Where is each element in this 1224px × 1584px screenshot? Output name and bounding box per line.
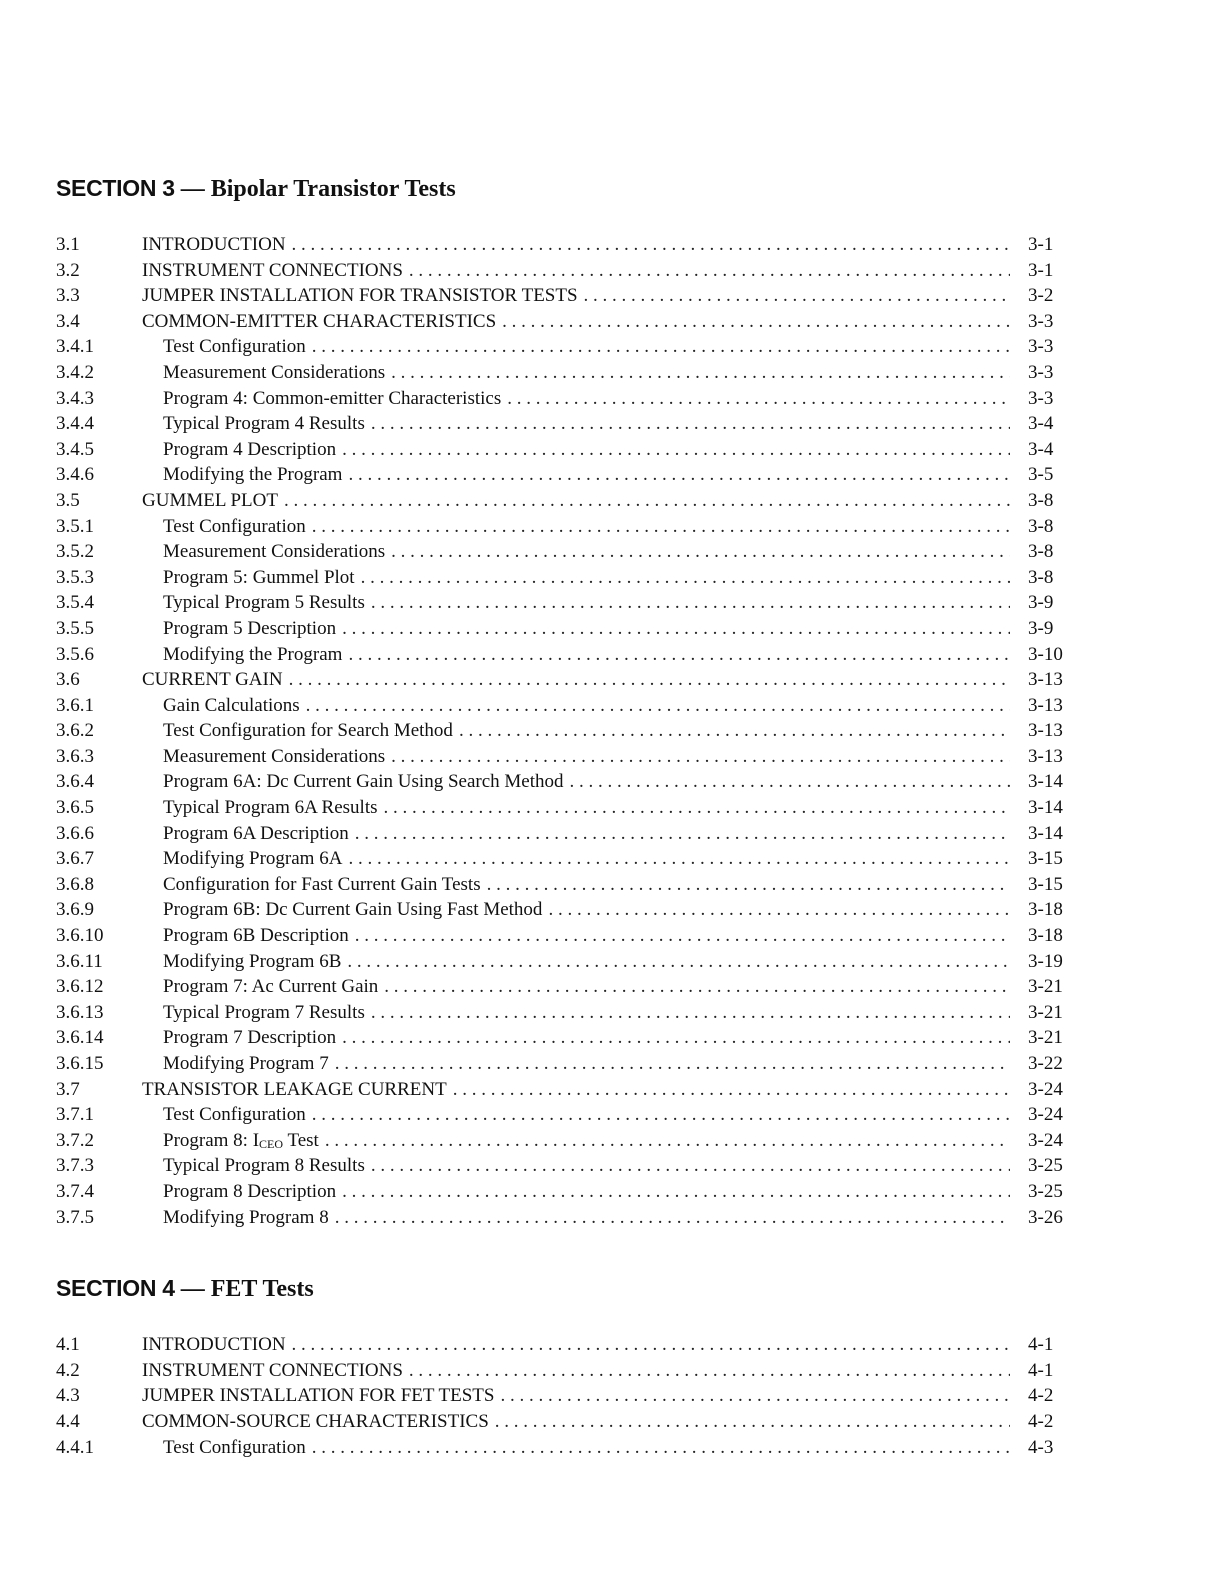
toc-entry-title	[142, 1051, 335, 1077]
toc-entry-title-text: Typical Program 6A Results	[163, 797, 378, 819]
toc-entry-number: 3.6.10	[56, 925, 104, 947]
toc-dot-leader	[453, 1077, 1010, 1103]
toc-dot-leader	[355, 821, 1010, 847]
toc-dot-leader	[391, 744, 1010, 770]
toc-entry-title	[142, 539, 391, 565]
toc-page	[56, 170, 1076, 1500]
toc-entry-title	[142, 744, 391, 770]
toc-dot-leader	[312, 1102, 1010, 1128]
toc-entry-page: 3-4	[1028, 413, 1054, 435]
toc-dot-leader	[409, 258, 1010, 284]
toc-entry[interactable]	[56, 488, 1076, 514]
toc-entry-number: 3.6.6	[56, 822, 94, 844]
section-dash: —	[180, 1276, 205, 1303]
toc-entry-number: 3.2	[56, 259, 80, 281]
toc-entry-title-text: Modifying Program 7	[163, 1053, 329, 1074]
toc-entry-title-text: Modifying Program 8	[163, 1206, 329, 1228]
toc-dot-leader	[312, 514, 1010, 540]
toc-entry-title	[142, 437, 342, 463]
toc-entry-page: 3-13	[1028, 669, 1063, 691]
toc-entry-title	[142, 616, 342, 642]
toc-entry-title	[142, 334, 312, 360]
toc-entry-page: 3-1	[1028, 259, 1054, 281]
toc-entry-page: 3-14	[1028, 797, 1063, 819]
toc-entry-page: 3-15	[1028, 873, 1063, 895]
toc-entry-title-text: Typical Program 4 Results	[163, 413, 365, 435]
toc-entry-title	[142, 1435, 312, 1461]
toc-entry-page: 4-1	[1028, 1334, 1054, 1356]
toc-entry-title-suffix: Test	[283, 1129, 319, 1151]
toc-entry-page: 3-2	[1028, 285, 1054, 307]
toc-entry-title	[142, 718, 459, 744]
toc-entry-number: 3.7.3	[56, 1155, 94, 1177]
section-dash: —	[180, 176, 205, 202]
toc-entry[interactable]	[56, 1000, 1076, 1026]
toc-entry-page: 3-10	[1028, 643, 1063, 665]
toc-entry[interactable]	[56, 949, 1076, 975]
toc-entry-page: 3-25	[1028, 1155, 1063, 1177]
section-label: SECTION 3	[56, 175, 175, 201]
toc-entry[interactable]	[56, 437, 1076, 463]
toc-entry[interactable]	[56, 1102, 1076, 1128]
toc-entry-title-text: JUMPER INSTALLATION FOR FET TESTS	[142, 1385, 495, 1407]
toc-dot-leader	[459, 718, 1010, 744]
toc-entry[interactable]	[56, 1051, 1076, 1077]
toc-entry-title-text: TRANSISTOR LEAKAGE CURRENT	[142, 1078, 447, 1100]
toc-dot-leader	[348, 462, 1010, 488]
section-title: Bipolar Transistor Tests	[210, 176, 456, 202]
toc-entry[interactable]	[56, 693, 1076, 719]
section-title: FET Tests	[210, 1276, 314, 1303]
toc-entry-number: 3.4	[56, 310, 80, 332]
toc-dot-leader	[487, 872, 1010, 898]
toc-entry-title-text: Program 8 Description	[163, 1180, 337, 1202]
toc-entry-page: 3-18	[1028, 899, 1063, 921]
toc-entry-number: 4.4	[56, 1410, 80, 1432]
toc-entry-number: 3.5.1	[56, 515, 94, 537]
toc-entry[interactable]	[56, 846, 1076, 872]
toc-entry-title	[142, 923, 355, 949]
toc-dot-leader	[371, 1153, 1010, 1179]
toc-entry-title-text: Test Configuration	[163, 1104, 306, 1126]
toc-entry-title	[142, 1077, 453, 1103]
toc-entry-page: 3-24	[1028, 1104, 1063, 1126]
section-label: SECTION 4	[56, 1275, 175, 1302]
toc-entry-number: 3.5.4	[56, 592, 94, 614]
toc-entry-title	[142, 846, 348, 872]
toc-entry-number: 3.6.4	[56, 771, 94, 793]
toc-dot-leader	[391, 539, 1010, 565]
toc-entry-number: 3.3	[56, 285, 80, 307]
toc-dot-leader	[306, 693, 1010, 719]
toc-entry-number: 3.7.5	[56, 1206, 94, 1228]
toc-dot-leader	[384, 974, 1010, 1000]
toc-entry-number: 4.4.1	[56, 1436, 94, 1458]
toc-entry-title-text: Program 5 Description	[163, 617, 337, 639]
toc-entry-page: 3-9	[1028, 617, 1054, 639]
toc-entry[interactable]	[56, 283, 1076, 309]
toc-entry-page: 3-1	[1028, 234, 1054, 255]
toc-entry-number: 4.3	[56, 1385, 80, 1407]
toc-entry-title	[142, 1179, 342, 1205]
toc-entry[interactable]	[56, 1025, 1076, 1051]
toc-entry-number: 3.6.8	[56, 873, 94, 895]
toc-dot-leader	[584, 283, 1010, 309]
toc-entry-page: 3-26	[1028, 1206, 1063, 1228]
toc-entry-title-text: Program 4 Description	[163, 438, 337, 460]
toc-entry-title	[142, 462, 348, 488]
toc-dot-leader	[342, 1025, 1010, 1051]
toc-entry-number: 3.6.5	[56, 797, 94, 819]
toc-entry-title	[142, 590, 371, 616]
toc-entry-number: 3.6.11	[56, 950, 103, 972]
toc-entry-title	[142, 258, 409, 284]
toc-entry[interactable]	[56, 1383, 1076, 1409]
toc-entry-number: 3.4.3	[56, 387, 94, 409]
toc-entry-title	[142, 232, 292, 258]
toc-entry-number: 3.5.3	[56, 566, 94, 588]
toc-entry-title	[142, 386, 507, 412]
toc-entry-number: 3.6.3	[56, 745, 94, 767]
toc-entry-title	[142, 1153, 371, 1179]
toc-entry-page: 3-18	[1028, 925, 1063, 947]
toc-entry-title-text: Program 5: Gummel Plot	[163, 566, 355, 588]
toc-entry-title	[142, 360, 391, 386]
toc-entry-number: 3.7.2	[56, 1129, 94, 1151]
toc-dot-leader	[391, 360, 1010, 386]
toc-entry[interactable]	[56, 616, 1076, 642]
toc-entry-page: 3-13	[1028, 720, 1063, 742]
toc-entry-title-text: Program 4: Common-emitter Characteristics	[163, 387, 502, 409]
toc-entry-title	[142, 1383, 500, 1409]
toc-entry[interactable]	[56, 1435, 1076, 1461]
toc-dot-leader	[348, 642, 1010, 668]
toc-dot-leader	[342, 1179, 1010, 1205]
toc-entry-title-text: COMMON-SOURCE CHARACTERISTICS	[142, 1410, 489, 1432]
toc-entry-title-text: Program 6A Description	[163, 822, 349, 844]
toc-dot-leader	[361, 565, 1010, 591]
toc-entry-number: 3.7.4	[56, 1180, 94, 1202]
toc-entry-title-text: Program 6B: Dc Current Gain Using Fast Method	[163, 899, 543, 921]
toc-entry-title	[142, 821, 355, 847]
section-heading	[56, 170, 1076, 206]
toc-entry-page: 3-14	[1028, 771, 1063, 793]
toc-entry-title-text: Test Configuration	[163, 515, 306, 537]
toc-entry-number: 3.6.9	[56, 899, 94, 921]
toc-entry-page: 3-8	[1028, 566, 1054, 588]
toc-entry-page: 4-2	[1028, 1385, 1054, 1407]
toc-entry-number: 3.5.2	[56, 541, 94, 563]
toc-entry-title-subscript: CEO	[259, 1136, 284, 1151]
toc-entry-title-text: Modifying Program 6A	[163, 848, 343, 870]
toc-entry-page: 3-25	[1028, 1180, 1063, 1202]
toc-entry-page: 3-4	[1028, 438, 1054, 460]
toc-entry-number: 3.6	[56, 669, 80, 691]
toc-entry-title-text: Test Configuration for Search Method	[163, 720, 453, 742]
toc-entry[interactable]	[56, 1077, 1076, 1103]
toc-entry-title	[142, 693, 306, 719]
toc-entry-title-text: Program 8: I	[163, 1129, 260, 1151]
toc-dot-leader	[347, 949, 1010, 975]
toc-entry-title-text: Typical Program 7 Results	[163, 1001, 365, 1023]
toc-entry-title	[142, 565, 361, 591]
toc-entry[interactable]	[56, 872, 1076, 898]
toc-entry-page: 3-3	[1028, 361, 1054, 383]
toc-entry-number: 4.1	[56, 1334, 80, 1356]
toc-entry-number: 3.6.13	[56, 1001, 104, 1023]
toc-entry-page: 3-8	[1028, 541, 1054, 563]
toc-entry-number: 3.7.1	[56, 1104, 94, 1126]
toc-entry-number: 3.4.2	[56, 361, 94, 383]
toc-entry[interactable]	[56, 1409, 1076, 1435]
toc-entry[interactable]	[56, 514, 1076, 540]
toc-entry-number: 3.6.1	[56, 694, 94, 716]
toc-dot-leader	[384, 795, 1010, 821]
toc-entry-page: 3-3	[1028, 336, 1054, 358]
toc-dot-leader	[342, 616, 1010, 642]
toc-entry-title-text: INTRODUCTION	[142, 234, 286, 255]
toc-entry[interactable]	[56, 360, 1076, 386]
toc-entry-number: 3.6.14	[56, 1027, 104, 1049]
toc-list	[56, 1332, 1076, 1460]
toc-entry-page: 3-13	[1028, 745, 1063, 767]
toc-entry-number: 3.1	[56, 234, 80, 255]
toc-entry[interactable]	[56, 744, 1076, 770]
toc-entry-page: 3-13	[1028, 694, 1063, 716]
toc-entry-title-text: Configuration for Fast Current Gain Tests	[163, 873, 481, 895]
toc-entry-page: 3-14	[1028, 822, 1063, 844]
toc-dot-leader	[292, 1332, 1010, 1358]
toc-dot-leader	[500, 1383, 1010, 1409]
toc-dot-leader	[289, 667, 1010, 693]
toc-entry[interactable]	[56, 232, 1076, 258]
toc-entry-number: 3.7	[56, 1078, 80, 1100]
toc-dot-leader	[355, 923, 1010, 949]
toc-entry[interactable]	[56, 642, 1076, 668]
toc-entry[interactable]	[56, 974, 1076, 1000]
toc-entry-title-text: Gain Calculations	[163, 694, 300, 716]
toc-dot-leader	[284, 488, 1010, 514]
toc-entry-title	[142, 872, 487, 898]
toc-dot-leader	[348, 846, 1010, 872]
toc-entry[interactable]	[56, 590, 1076, 616]
toc-entry[interactable]	[56, 1358, 1076, 1384]
toc-entry-page: 3-9	[1028, 592, 1054, 614]
toc-entry-title	[142, 974, 384, 1000]
toc-entry-number: 3.6.2	[56, 720, 94, 742]
toc-entry-page: 3-3	[1028, 310, 1054, 332]
toc-entry-number: 3.4.5	[56, 438, 94, 460]
toc-entry[interactable]	[56, 1153, 1076, 1179]
toc-entry[interactable]	[56, 718, 1076, 744]
toc-entry-page: 3-5	[1028, 464, 1054, 486]
toc-entry-page: 4-3	[1028, 1436, 1054, 1458]
toc-entry-page: 3-3	[1028, 387, 1054, 409]
toc-entry[interactable]	[56, 462, 1076, 488]
toc-entry[interactable]	[56, 897, 1076, 923]
toc-entry-page: 3-22	[1028, 1053, 1063, 1074]
toc-entry-title	[142, 1409, 495, 1435]
toc-entry[interactable]	[56, 1128, 1076, 1154]
toc-dot-leader	[312, 334, 1010, 360]
toc-entry[interactable]	[56, 386, 1076, 412]
toc-entry-title-text: Measurement Considerations	[163, 361, 386, 383]
toc-dot-leader	[342, 437, 1010, 463]
toc-entry-page: 3-24	[1028, 1078, 1063, 1100]
toc-list	[56, 232, 1076, 1230]
toc-dot-leader	[325, 1128, 1010, 1154]
toc-entry[interactable]	[56, 667, 1076, 693]
toc-dot-leader	[495, 1409, 1010, 1435]
toc-dot-leader	[570, 769, 1010, 795]
toc-entry-title	[142, 1205, 335, 1231]
toc-dot-leader	[507, 386, 1010, 412]
toc-dot-leader	[335, 1205, 1010, 1231]
toc-entry-title-text: Program 7: Ac Current Gain	[163, 976, 379, 998]
toc-dot-leader	[409, 1358, 1010, 1384]
toc-entry-page: 3-8	[1028, 515, 1054, 537]
toc-entry-title	[142, 1332, 292, 1358]
toc-entry[interactable]	[56, 923, 1076, 949]
toc-entry-number: 3.4.1	[56, 336, 94, 358]
toc-entry-title-text: Measurement Considerations	[163, 541, 386, 563]
toc-entry-title-text: Modifying the Program	[163, 464, 343, 486]
toc-entry-page: 3-21	[1028, 976, 1063, 998]
toc-entry[interactable]	[56, 539, 1076, 565]
toc-entry-title	[142, 488, 284, 514]
toc-entry-page: 3-21	[1028, 1027, 1063, 1049]
toc-entry-title	[142, 795, 384, 821]
toc-entry-title-text: Modifying the Program	[163, 643, 343, 665]
toc-entry-title	[142, 309, 502, 335]
toc-entry-title	[142, 642, 348, 668]
toc-entry[interactable]	[56, 1205, 1076, 1231]
toc-entry[interactable]	[56, 769, 1076, 795]
toc-entry-page: 4-2	[1028, 1410, 1054, 1432]
toc-entry-title-text: Typical Program 8 Results	[163, 1155, 365, 1177]
toc-entry-number: 3.6.12	[56, 976, 104, 998]
toc-entry-title	[142, 897, 548, 923]
toc-entry-title	[142, 411, 371, 437]
toc-dot-leader	[312, 1435, 1010, 1461]
toc-entry-page: 3-21	[1028, 1001, 1063, 1023]
toc-entry-title-text: JUMPER INSTALLATION FOR TRANSISTOR TESTS	[142, 285, 578, 307]
toc-entry[interactable]	[56, 565, 1076, 591]
toc-entry-number: 3.5.5	[56, 617, 94, 639]
toc-entry-title-text: Program 7 Description	[163, 1027, 337, 1049]
toc-entry-number: 3.5.6	[56, 643, 94, 665]
toc-entry-title-text: Program 6B Description	[163, 925, 349, 947]
toc-entry-title-text: Program 6A: Dc Current Gain Using Search Method	[163, 771, 564, 793]
toc-entry-title-text: Modifying Program 6B	[163, 950, 342, 972]
toc-entry[interactable]	[56, 411, 1076, 437]
toc-entry-number: 4.2	[56, 1359, 80, 1381]
toc-entry-title	[142, 1000, 371, 1026]
toc-entry-number: 3.4.4	[56, 413, 94, 435]
toc-entry-title-text: Typical Program 5 Results	[163, 592, 365, 614]
toc-entry-number: 3.6.15	[56, 1053, 104, 1074]
toc-entry-title-text: INTRODUCTION	[142, 1334, 286, 1356]
toc-dot-leader	[371, 411, 1010, 437]
toc-dot-leader	[292, 232, 1010, 258]
toc-entry[interactable]	[56, 334, 1076, 360]
toc-entry[interactable]	[56, 258, 1076, 284]
toc-dot-leader	[371, 1000, 1010, 1026]
toc-entry-title	[142, 1025, 342, 1051]
toc-entry[interactable]	[56, 1179, 1076, 1205]
toc-entry-title-text: Measurement Considerations	[163, 745, 386, 767]
toc-dot-leader	[502, 309, 1010, 335]
toc-entry-title	[142, 514, 312, 540]
toc-entry[interactable]	[56, 795, 1076, 821]
toc-entry-title-text: GUMMEL PLOT	[142, 489, 278, 511]
toc-entry-title-text: Test Configuration	[163, 336, 306, 358]
toc-entry-title	[142, 667, 289, 693]
toc-entry-title	[142, 1102, 312, 1128]
toc-entry[interactable]	[56, 1332, 1076, 1358]
toc-entry-page: 4-1	[1028, 1359, 1054, 1381]
toc-entry-title	[142, 949, 347, 975]
toc-entry-number: 3.6.7	[56, 848, 94, 870]
toc-dot-leader	[371, 590, 1010, 616]
toc-entry-number: 3.4.6	[56, 464, 94, 486]
toc-dot-leader	[548, 897, 1010, 923]
toc-entry-title-text: COMMON-EMITTER CHARACTERISTICS	[142, 310, 497, 332]
toc-entry-title	[142, 283, 584, 309]
toc-entry-page: 3-19	[1028, 950, 1063, 972]
toc-entry[interactable]	[56, 821, 1076, 847]
section-heading	[56, 1270, 1076, 1306]
toc-entry-page: 3-15	[1028, 848, 1063, 870]
toc-entry-title-text: INSTRUMENT CONNECTIONS	[142, 259, 403, 281]
toc-dot-leader	[335, 1051, 1010, 1077]
toc-entry-title-text: Test Configuration	[163, 1436, 306, 1458]
toc-entry-page: 3-24	[1028, 1129, 1063, 1151]
toc-entry-title-text: CURRENT GAIN	[142, 669, 283, 691]
toc-entry-page: 3-8	[1028, 489, 1054, 511]
toc-entry[interactable]	[56, 309, 1076, 335]
toc-entry-title	[142, 769, 570, 795]
toc-entry-number: 3.5	[56, 489, 80, 511]
toc-entry-title-text: INSTRUMENT CONNECTIONS	[142, 1359, 403, 1381]
toc-entry-title	[142, 1358, 409, 1384]
